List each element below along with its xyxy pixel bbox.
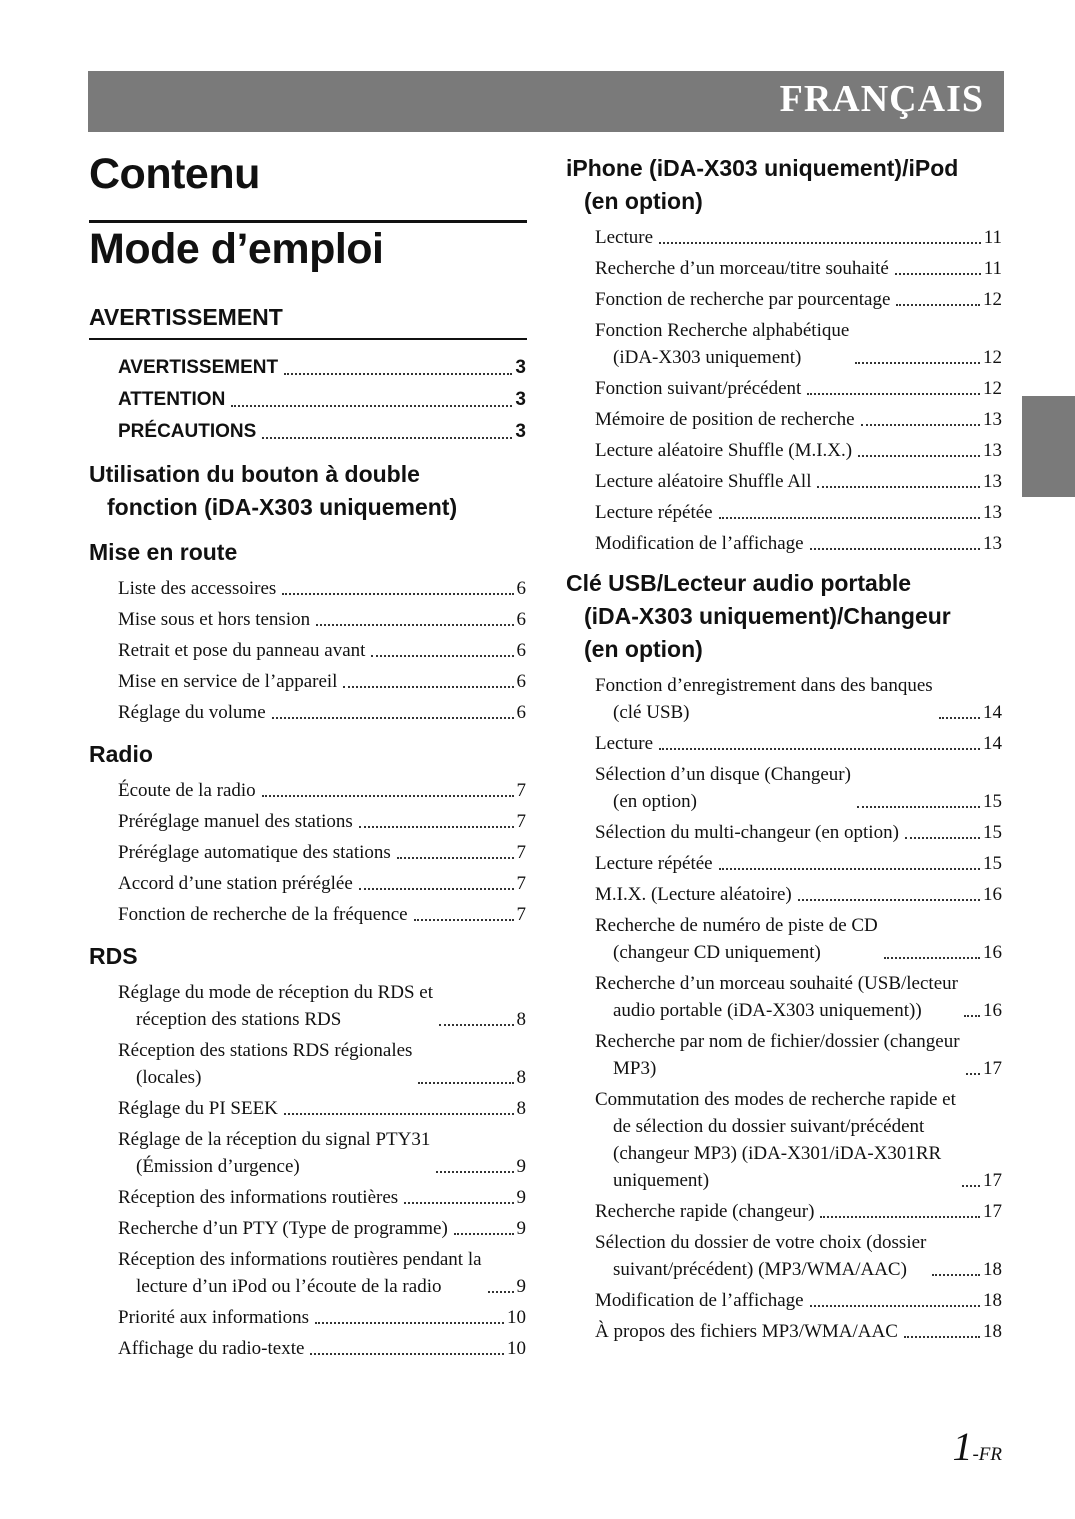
toc-entry-text — [118, 808, 353, 835]
leader-dots — [810, 548, 980, 550]
toc-entry — [118, 418, 526, 446]
toc-entry — [118, 979, 526, 1033]
section-heading-line: (en option) — [584, 636, 703, 662]
toc-entry-text — [595, 881, 792, 908]
toc-entry — [118, 699, 526, 726]
toc-entry — [118, 839, 526, 866]
section-heading-line: Radio — [89, 741, 153, 767]
toc-section — [566, 152, 1006, 557]
leader-dots — [262, 437, 512, 439]
toc-entry — [595, 912, 1002, 966]
toc-entry — [118, 1126, 526, 1180]
toc-entry — [595, 530, 1002, 557]
toc-entry-text — [595, 499, 713, 526]
leader-dots — [439, 1024, 513, 1026]
toc-section — [89, 301, 529, 446]
toc-entry-text — [118, 1095, 278, 1122]
leader-dots — [454, 1233, 514, 1235]
toc-entry — [595, 881, 1002, 908]
language-label: FRANÇAIS — [779, 78, 984, 120]
toc-entry-text — [595, 286, 890, 313]
toc-entry-line: uniquement) — [613, 1170, 710, 1191]
toc-entry-text — [595, 1287, 804, 1314]
toc-entry — [118, 386, 526, 414]
leader-dots — [817, 486, 980, 488]
toc-entry-text — [595, 255, 889, 282]
toc-entry-line: (Émission d’urgence) — [136, 1156, 300, 1177]
toc-page-number: 16 — [983, 942, 1002, 963]
toc-entry — [595, 1086, 1002, 1194]
right-column — [566, 152, 1006, 1349]
toc-entry-line: ATTENTION — [118, 389, 226, 410]
toc-entry-line: Préréglage automatique des stations — [118, 842, 391, 863]
leader-dots — [436, 1171, 513, 1173]
toc-entry — [118, 1184, 526, 1211]
toc-entry — [118, 1304, 526, 1331]
section-heading-line: AVERTISSEMENT — [89, 304, 283, 330]
toc-entry-line: M.I.X. (Lecture aléatoire) — [595, 884, 792, 905]
section-heading-line: iPhone (iDA-X303 uniquement)/iPod — [566, 155, 959, 181]
toc-entry-line: Recherche d’un PTY (Type de programme) — [118, 1218, 448, 1239]
toc-entry-text — [595, 1028, 960, 1082]
toc-section — [89, 458, 529, 524]
toc-entry-line: Recherche d’un morceau souhaité (USB/lecteur — [595, 973, 958, 994]
section-heading-line: RDS — [89, 943, 138, 969]
section-divider — [89, 338, 527, 340]
leader-dots — [966, 1073, 980, 1075]
toc-entry-line: Écoute de la radio — [118, 780, 256, 801]
leader-dots — [272, 717, 514, 719]
toc-page-number: 9 — [516, 1156, 526, 1177]
section-heading-line: Clé USB/Lecteur audio portable — [566, 570, 912, 596]
toc-entry — [595, 672, 1002, 726]
toc-entry-line: Recherche par nom de fichier/dossier (changeur — [595, 1031, 960, 1052]
toc-page-number: 15 — [983, 822, 1002, 843]
toc-entry-text — [595, 317, 849, 371]
toc-entry — [595, 468, 1002, 495]
leader-dots — [316, 624, 513, 626]
toc-entry-line: Réglage du volume — [118, 702, 266, 723]
toc-entry — [118, 1037, 526, 1091]
toc-entry-line: Fonction Recherche alphabétique — [595, 320, 850, 341]
toc-entry-line: Fonction de recherche par pourcentage — [595, 289, 891, 310]
toc-page-number: 13 — [983, 440, 1002, 461]
toc-entry — [595, 1287, 1002, 1314]
toc-entry-text — [595, 850, 713, 877]
toc-entry-line: Fonction suivant/précédent — [595, 378, 802, 399]
leader-dots — [858, 455, 980, 457]
leader-dots — [284, 1113, 514, 1115]
toc-entry-line: suivant/précédent) (MP3/WMA/AAC) — [613, 1259, 907, 1280]
toc-page-number: 13 — [983, 471, 1002, 492]
toc-page-number: 3 — [515, 389, 526, 410]
toc-page-number: 17 — [983, 1058, 1002, 1079]
toc-page-number: 6 — [516, 671, 526, 692]
toc-entry-line: Réception des informations routières pendant la — [118, 1249, 482, 1270]
leader-dots — [884, 957, 980, 959]
toc-entry — [118, 637, 526, 664]
toc-entry — [118, 1215, 526, 1242]
leader-dots — [404, 1202, 513, 1204]
section-heading — [89, 301, 529, 334]
toc-entry-line: Sélection du dossier de votre choix (dossier — [595, 1232, 927, 1253]
toc-entry — [595, 1028, 1002, 1082]
leader-dots — [962, 1185, 980, 1187]
toc-entry-line: de sélection du dossier suivant/précédent — [613, 1116, 925, 1137]
toc-entry — [595, 255, 1002, 282]
toc-entry-line: (en option) — [613, 791, 697, 812]
toc-entry — [595, 1198, 1002, 1225]
toc-entry-line: Sélection du multi-changeur (en option) — [595, 822, 899, 843]
toc-entry — [595, 1229, 1002, 1283]
left-column — [89, 148, 529, 1366]
toc-entry-text — [595, 761, 851, 815]
leader-dots — [895, 273, 981, 275]
toc-entry-text — [595, 970, 958, 1024]
leader-dots — [855, 362, 980, 364]
leader-dots — [315, 1322, 504, 1324]
toc-page-number: 15 — [983, 791, 1002, 812]
toc-page-number: 13 — [983, 533, 1002, 554]
leader-dots — [798, 899, 980, 901]
leader-dots — [343, 686, 513, 688]
section-heading — [89, 536, 529, 569]
toc-entry-text — [595, 912, 878, 966]
toc-entry-line: audio portable (iDA-X303 uniquement)) — [613, 1000, 922, 1021]
leader-dots — [359, 888, 514, 890]
toc-entry-line: Réception des stations RDS régionales — [118, 1040, 413, 1061]
toc-entry — [595, 819, 1002, 846]
toc-entry — [118, 1335, 526, 1362]
toc-entry-text — [595, 1318, 898, 1345]
language-banner — [88, 71, 1004, 132]
leader-dots — [397, 857, 514, 859]
section-heading — [89, 458, 529, 524]
toc-section — [89, 738, 529, 928]
toc-page-number: 8 — [516, 1098, 526, 1119]
toc-list — [89, 777, 526, 928]
toc-page-number: 10 — [507, 1307, 526, 1328]
toc-page-number: 6 — [516, 578, 526, 599]
toc-entry — [118, 668, 526, 695]
toc-entry-text — [595, 375, 801, 402]
toc-entry-text — [118, 870, 353, 897]
toc-entry-line: Recherche de numéro de piste de CD — [595, 915, 878, 936]
toc-entry-line: Réglage de la réception du signal PTY31 — [118, 1129, 431, 1150]
toc-entry-line: (locales) — [136, 1067, 202, 1088]
leader-dots — [861, 424, 980, 426]
toc-list — [89, 354, 526, 446]
toc-page-number: 9 — [516, 1218, 526, 1239]
toc-page-number: 8 — [516, 1067, 526, 1088]
toc-page-number: 17 — [983, 1170, 1002, 1191]
leader-dots — [939, 717, 980, 719]
toc-entry-text — [118, 668, 337, 695]
section-heading — [89, 738, 529, 771]
page-title: Contenu — [89, 150, 260, 198]
section-heading-line: (iDA-X303 uniquement)/Changeur — [584, 603, 951, 629]
toc-entry-line: Priorité aux informations — [118, 1307, 310, 1328]
toc-page-number: 11 — [983, 258, 1002, 279]
toc-entry — [595, 761, 1002, 815]
toc-entry-text — [118, 1246, 482, 1300]
toc-entry-text — [118, 901, 408, 928]
toc-page-number: 6 — [516, 609, 526, 630]
toc-entry-line: (changeur MP3) (iDA-X301/iDA-X301RR — [613, 1143, 942, 1164]
toc-list — [89, 979, 526, 1362]
toc-entry-line: AVERTISSEMENT — [118, 357, 279, 378]
toc-entry-line: Lecture répétée — [595, 502, 713, 523]
toc-entry-line: Affichage du radio-texte — [118, 1338, 305, 1359]
leader-dots — [810, 1305, 980, 1307]
toc-entry-text — [118, 575, 276, 602]
toc-entry-text — [118, 1304, 309, 1331]
toc-entry-text — [118, 1037, 412, 1091]
toc-entry-text — [595, 1198, 814, 1225]
toc-entry-line: PRÉCAUTIONS — [118, 421, 257, 442]
toc-entry-text — [118, 1335, 304, 1362]
toc-entry-line: Lecture — [595, 227, 654, 248]
leader-dots — [359, 826, 514, 828]
section-heading-line: fonction (iDA-X303 uniquement) — [107, 494, 458, 520]
toc-page-number: 6 — [516, 702, 526, 723]
toc-entry — [118, 575, 526, 602]
toc-page-number: 14 — [983, 733, 1002, 754]
toc-page-number: 18 — [983, 1290, 1002, 1311]
toc-entry-line: lecture d’un iPod ou l’écoute de la radio — [136, 1276, 442, 1297]
toc-section — [89, 536, 529, 726]
toc-list — [566, 672, 1002, 1345]
toc-entry-text — [595, 437, 852, 464]
toc-page-number: 17 — [983, 1201, 1002, 1222]
toc-entry — [595, 375, 1002, 402]
side-tab-marker — [1022, 396, 1075, 497]
toc-page-number: 3 — [515, 357, 526, 378]
section-heading — [566, 152, 1006, 218]
leader-dots — [904, 1336, 980, 1338]
toc-page-number: 16 — [983, 884, 1002, 905]
toc-page-number: 11 — [983, 227, 1002, 248]
toc-entry-text — [595, 406, 855, 433]
page-number-suffix: -FR — [972, 1444, 1002, 1465]
toc-page-number: 12 — [983, 378, 1002, 399]
section-heading — [89, 940, 529, 973]
toc-entry-line: À propos des fichiers MP3/WMA/AAC — [595, 1321, 898, 1342]
page-number-value: 1 — [952, 1424, 973, 1469]
leader-dots — [857, 806, 980, 808]
leader-dots — [310, 1353, 504, 1355]
leader-dots — [231, 405, 512, 407]
toc-entry-line: (clé USB) — [613, 702, 690, 723]
toc-page-number: 16 — [983, 1000, 1002, 1021]
toc-entry-line: Lecture aléatoire Shuffle All — [595, 471, 812, 492]
toc-entry-text — [118, 606, 310, 633]
toc-page-number: 7 — [516, 811, 526, 832]
leader-dots — [659, 748, 980, 750]
toc-entry — [118, 777, 526, 804]
toc-entry-text — [118, 979, 433, 1033]
toc-entry — [595, 1318, 1002, 1345]
toc-page-number: 12 — [983, 347, 1002, 368]
leader-dots — [282, 593, 513, 595]
leader-dots — [371, 655, 513, 657]
toc-entry — [595, 224, 1002, 251]
right-toc — [566, 152, 1006, 1345]
toc-entry-line: Mémoire de position de recherche — [595, 409, 855, 430]
toc-entry-text — [118, 777, 256, 804]
leader-dots — [719, 868, 980, 870]
toc-list — [89, 575, 526, 726]
toc-entry-line: Retrait et pose du panneau avant — [118, 640, 366, 661]
toc-entry-text — [118, 699, 266, 726]
toc-page-number: 7 — [516, 780, 526, 801]
toc-entry-line: Modification de l’affichage — [595, 533, 804, 554]
toc-entry — [595, 730, 1002, 757]
toc-entry-line: Réglage du mode de réception du RDS et — [118, 982, 434, 1003]
toc-entry — [595, 970, 1002, 1024]
toc-entry-line: Accord d’une station préréglée — [118, 873, 353, 894]
toc-page-number: 7 — [516, 842, 526, 863]
toc-entry — [118, 901, 526, 928]
toc-entry-text — [118, 1215, 448, 1242]
toc-entry-text — [595, 224, 653, 251]
toc-entry — [118, 808, 526, 835]
section-heading-line: (en option) — [584, 188, 703, 214]
leader-dots — [932, 1274, 980, 1276]
toc-page-number: 14 — [983, 702, 1002, 723]
toc-entry-line: réception des stations RDS — [136, 1009, 342, 1030]
toc-entry-line: Liste des accessoires — [118, 578, 277, 599]
toc-entry-line: Recherche rapide (changeur) — [595, 1201, 815, 1222]
leader-dots — [284, 373, 512, 375]
toc-entry-line: Lecture — [595, 733, 654, 754]
toc-page-number: 7 — [516, 904, 526, 925]
toc-entry — [118, 1095, 526, 1122]
toc-entry-line: Fonction d’enregistrement dans des banques — [595, 675, 933, 696]
toc-entry-line: (iDA-X303 uniquement) — [613, 347, 802, 368]
toc-entry-line: Mise en service de l’appareil — [118, 671, 338, 692]
toc-entry-line: Sélection d’un disque (Changeur) — [595, 764, 851, 785]
leader-dots — [905, 837, 980, 839]
leader-dots — [262, 795, 514, 797]
leader-dots — [719, 517, 980, 519]
toc-entry-text — [595, 1086, 956, 1194]
toc-entry-line: Préréglage manuel des stations — [118, 811, 353, 832]
toc-entry — [595, 850, 1002, 877]
toc-entry-line: Réception des informations routières — [118, 1187, 399, 1208]
toc-list — [566, 224, 1002, 557]
toc-entry-line: Mise sous et hors tension — [118, 609, 311, 630]
leader-dots — [488, 1291, 514, 1293]
toc-entry-text — [118, 386, 225, 414]
toc-page-number: 10 — [507, 1338, 526, 1359]
toc-entry-line: Commutation des modes de recherche rapide et — [595, 1089, 956, 1110]
leader-dots — [820, 1216, 980, 1218]
leader-dots — [964, 1015, 980, 1017]
subtitle: Mode d’emploi — [89, 225, 384, 273]
toc-entry-text — [595, 730, 653, 757]
toc-entry-text — [595, 672, 933, 726]
toc-page-number: 8 — [516, 1009, 526, 1030]
toc-entry-line: Lecture répétée — [595, 853, 713, 874]
toc-entry — [118, 606, 526, 633]
toc-entry-line: Recherche d’un morceau/titre souhaité — [595, 258, 889, 279]
left-toc — [89, 301, 529, 1362]
leader-dots — [418, 1082, 513, 1084]
toc-entry-text — [595, 819, 899, 846]
toc-entry-text — [595, 1229, 926, 1283]
toc-page-number: 9 — [516, 1187, 526, 1208]
toc-section — [89, 940, 529, 1362]
toc-entry — [118, 1246, 526, 1300]
toc-entry-text — [118, 1126, 430, 1180]
toc-page-number: 13 — [983, 409, 1002, 430]
toc-entry-text — [118, 839, 391, 866]
toc-entry — [118, 870, 526, 897]
toc-entry-text — [118, 637, 365, 664]
toc-page-number: 12 — [983, 289, 1002, 310]
toc-page-number: 7 — [516, 873, 526, 894]
toc-entry — [595, 286, 1002, 313]
toc-entry-line: Lecture aléatoire Shuffle (M.I.X.) — [595, 440, 853, 461]
page-number — [952, 1423, 1002, 1470]
toc-entry-line: Modification de l’affichage — [595, 1290, 804, 1311]
toc-entry-line: Fonction de recherche de la fréquence — [118, 904, 408, 925]
toc-entry-line: Réglage du PI SEEK — [118, 1098, 278, 1119]
toc-page-number: 3 — [515, 421, 526, 442]
section-heading-line: Utilisation du bouton à double — [89, 461, 420, 487]
section-heading — [566, 567, 1006, 666]
toc-page-number: 6 — [516, 640, 526, 661]
toc-entry-line: (changeur CD uniquement) — [613, 942, 821, 963]
toc-entry — [595, 317, 1002, 371]
toc-page-number: 18 — [983, 1259, 1002, 1280]
toc-entry — [595, 406, 1002, 433]
toc-page-number: 15 — [983, 853, 1002, 874]
toc-entry-text — [595, 468, 811, 495]
toc-entry-line: MP3) — [613, 1058, 657, 1079]
toc-page-number: 9 — [516, 1276, 526, 1297]
leader-dots — [414, 919, 514, 921]
leader-dots — [896, 304, 980, 306]
toc-entry — [118, 354, 526, 382]
toc-entry-text — [118, 354, 278, 382]
leader-dots — [659, 242, 981, 244]
toc-section — [566, 567, 1006, 1345]
toc-entry-text — [118, 418, 256, 446]
leader-dots — [807, 393, 980, 395]
toc-page-number: 13 — [983, 502, 1002, 523]
section-heading-line: Mise en route — [89, 539, 238, 565]
toc-page-number: 18 — [983, 1321, 1002, 1342]
toc-entry-text — [118, 1184, 398, 1211]
toc-entry — [595, 437, 1002, 464]
toc-entry-text — [595, 530, 804, 557]
toc-entry — [595, 499, 1002, 526]
